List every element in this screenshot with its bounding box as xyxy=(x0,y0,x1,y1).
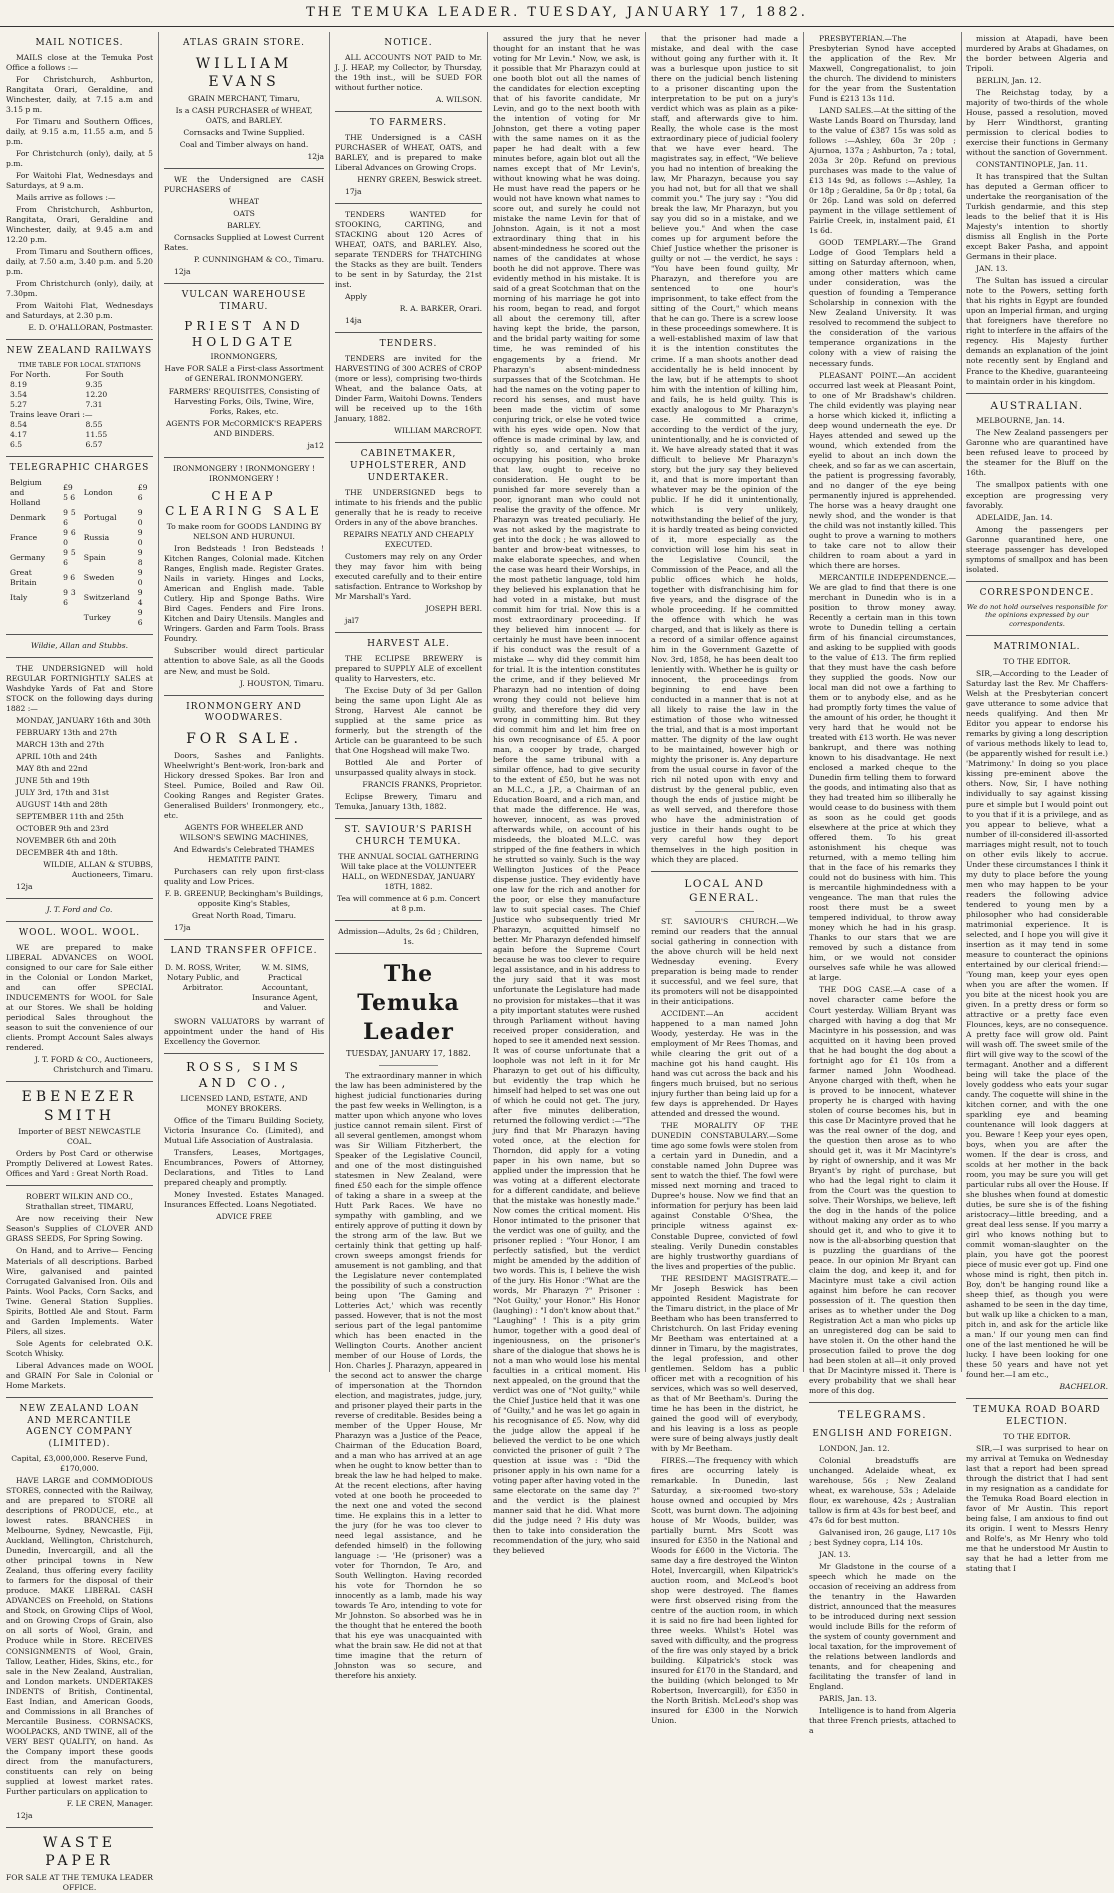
local-news-item: FIRES.—The frequency with which fires are occurring lately is remarkable. In Dunedin, last Saturday, a six-roomed two-story house owned and occupied by Mrs Scott, was burnt down. The adjoining house of Mr Woods, builder, was partially burnt. Mrs Scott was insured for £350 in the National and Woods for £600 in the Victoria. The same day a fire destroyed the Winton Hotel, Invercargill, when Kilpatrick's auction room, and McLeod's boot shop were destroyed. The flames were first observed rising from the centre of the auction room, in which it is said no fire had been lighted for three weeks. Whilst's Hotel was saved with difficulty, and the progress of the fire was only stayed by a brick building. Kilpatrick's stock was insured for £170 in the Standard, and the building (which belonged to Mr Robertson, Invercargill), for £350 in the North British. McLeod's shop was insured for £300 in the Norwich Union. xyxy=(651,1455,798,1726)
telegraph-row-cell: 9 0 xyxy=(137,567,143,587)
wool-sign: J. T. FORD & CO., Auctioneers, Christchurch and Timaru. xyxy=(34,1055,153,1075)
col7-body xyxy=(966,34,1108,387)
railways-title: NEW ZEALAND RAILWAYS xyxy=(6,346,153,357)
australian-body xyxy=(966,416,1108,574)
col4-text: assured the jury that he never thought for an instant that he was voting for Mr Levin." Now, we ask, is it possible that Mr Pharazyn could at one booth blot out all the names of the candidates for election excepting that of his favorite candidate, Mr Levin, and go to the next booth with the intention of voting for Mr Johnston, get there a voting paper with the same names on it as the paper he had dealt with a few minutes before, again blot out all the names except that of Mr Levin's, without knowing what he was doing. He must have read the papers or he would not have known what names to score out, and surely he could not mistake the name Levin for that of Johnston. Again, is it not a most extraordinary thing that in his absent-mindedness he scored out the names of the candidates at whose booth he did not approve. There was evidently method in his mistake. It is said of a great Scotchman that on the morning of his marriage he got into his room, began to read, and forgot all about the ceremony till, after having kept the bride, the parson, and the bridal party waiting for some time, he was reminded of his engagements by a friend. Mr Pharazyn's absent-mindedness surpasses that of the Scotchman. He had the names on the voting paper to record his senses, and must have been made the victim of some conjuring trick, or else he voted twice with his eyes wide open. Now that offence is made criminal by law, and rightly so, and certainly a man occupying his position, who broke that law, ought to receive no consideration. He ought to be punished far more severely than a poor, ignorant man who could not realise the gravity of the offence. Mr Pharazyn was treated peculiarly. He was not asked by the magistrate to get into the dock ; he was allowed to banter and brow-beat witnesses, to make elaborate speeches, and when the case was heard their Worships, in the most pathetic language, told him they believed his explanation that he had voted in a mistake, but must commit him for trial. Now this is a most extraordinary proceeding. If they believed him innocent — for certainly he must have been innocent if his conduct was the result of a mistake — why did they commit him for trial. It is the intention constitutes the crime, and if they believed Mr Pharazyn had no intention of doing wrong they could not believe him guilty, and therefore they did very wrong in committing him. But they did commit him and let him free on his own recognisance of £5. A poor man, a cooper by trade, charged before the same tribunal with a similar offence, had to give security to the extent of £50, but he was not an M.L.C., a J.P., a Chairman of an Education Board, and a rich man, and that made the difference. He was, however, innocent, as was proved afterwards while, on account of his misdeeds, the bloated M.L.C. was stripped of the fine feathers in which he strutted so vainly. Such is the way Wellington Justices of the Peace dispense justice. They evidently have one law for the rich and another for the poor, or else they manufacture law to suit special cases. The Chief Justice who subsequently tried Mr Pharazyn, acquitted himself no better. Mr Pharazyn defended himself again before the Supreme Court because he was too clever to require legal assistance, and in his address to the jury said that it was most unfortunate the Legislature had made no provision for mistakes—that it was a pity important statutes were rushed through Parliament without having received proper consideration, and hoped to see it amended next session. It was of course unfortunate that a loophole was not left in it for Mr Pharazyn to get out of his difficulty, but evidently the trap which he himself had helped to set was one out of which he could not get. The jury, after five minutes deliberation, returned the following verdict :—"The jury find that Mr Pharazyn having voted once, at the election for Thorndon, did apply for a voting paper in his own name, but so applied under the impression that he was voting at a different electorate for a different candidate, and believe that the mistake was honestly made." Now comes the critical moment. His Honor intimated to the prisoner that the verdict was one of guilty, and the prisoner replied : "Your Honor, I am perfectly satisfied, but the verdict might be amended by the addition of two words. This is, I believe the wish of the jury. His Honor :"What are the words, Mr Pharazyn ?" Prisoner : "Not Guilty,' your Honor." His Honor (laughing) : "I don't know about that." "Laughing" ! This is a pity grim humor, together with a good deal of ingeniousness, on the prisoner's share of the dialogue that shows he is not a man who would lose his mental faculties in a critical moment. His next appealed, on the ground that the verdict was one of "Not guilty," while the Chief Justice held that it was one of "Guilty," and he was let go again in his recognisance of £5. Now, why did the judge allow the appeal if he believed the verdict to be one which convicted the prisoner of guilt ? The question at issue was : "Did the prisoner apply in his own name for a voting paper after having voted in the same electorate on the same day ?" and the verdict is the plainest manner said that he did. What more did the judge need ? His duty was then to take into consideration the recommendation of the jury, who said they believed xyxy=(493,34,640,1556)
harvest-text2: The Excise Duty of 3d per Gallon being the same upon Light Ale as Strong, Harvest Ale cannot be supplied at the same price as formerly, but the strength of the Article can be guaranteed to be such that One Hogshead will make Two. xyxy=(335,685,482,755)
australian-item: Among the passengers per Garonne quarantined here, one steerage passenger has developed symptoms of smallpox and has been isolated. xyxy=(966,524,1108,574)
priest-text: Have FOR SALE a First-class Assortment of GENERAL IRONMONGERY. xyxy=(164,364,324,384)
saviour-adm: Admission—Adults, 2s 6d ; Children, 1s. xyxy=(338,926,479,946)
rail-row xyxy=(6,400,153,410)
cheap-text: Subscriber would direct particular attention to above Sale, as all the Goods are New, and must be Sold. xyxy=(164,646,324,676)
nzl-text: HAVE LARGE and COMMODIOUS STORES, connected with the Railway, and are prepared to STORE all descriptions of PRODUCE, etc., at lowest rates. BRANCHES in Melbourne, Sydney, Newcastle, Fiji, Auckland, Wellington, Christchurch, Dunedin, Invercargill, and all the other principal towns in New Zealand, thus offering every facility to farmers for the disposal of their produce. MAKE LIBERAL CASH ADVANCES on Freehold, on Stations and Stock, on Growing Clips of Wool, and on Growing Crops of Grain, also on all sorts of Wool, Grain, and Produce while in Store. RECEIVES CONSIGNMENTS of Wool, Grain, Tallow, Leather, Hides, Skins, etc., for sale in the New Zealand, Australian, and London markets. UNDERTAKES INDENTS of British, Continental, East Indian, and American Goods, and Commissions in all Branches of Mercantile Business. CORNSACKS, WOOLPACKS, AND TWINE, all of the VERY BEST QUALITY, on hand. As the Company import these goods direct from the manufacturers, constituents can rely on being supplied at lowest market rates. Further particulars on application to xyxy=(6,1476,153,1796)
matrimonial-title: MATRIMONIAL. xyxy=(993,642,1081,653)
column-2 xyxy=(164,32,324,1372)
telegraph-row-cell: Portugal xyxy=(83,512,117,522)
cunn-sign: P. CUNNINGHAM & CO., Timaru. xyxy=(193,255,324,265)
cunn-item: OATS xyxy=(233,208,255,218)
rail-row-cell: 11.55 xyxy=(85,429,108,439)
cheap-sign: J. HOUSTON, Timaru. xyxy=(239,678,324,688)
telegram-item: The Reichstag today, by a majority of two-thirds of the whole House, passed a resolution, moved by Herr Windthorst, granting permission to clerical bodies to exercise their functions in Germany without the sanction of Government. xyxy=(966,88,1108,158)
mail-notice-line: For Christchurch (only), daily, at 5 p.m. xyxy=(6,149,153,169)
wildie-sale-line: SEPTEMBER 11th and 25th xyxy=(16,812,124,822)
masthead: THE TEMUKA LEADER. TUESDAY, JANUARY 17, 1882. xyxy=(0,0,1114,27)
rail-row-cell: 7.31 xyxy=(85,399,103,409)
rail-north: For North. xyxy=(10,369,51,379)
harvest-text: THE ECLIPSE BREWERY is prepared to SUPPLY ALE of excellent quality to Harvesters, etc. xyxy=(335,653,482,683)
cunn-head: WE the Undersigned are CASH PURCHASERS of xyxy=(164,174,324,194)
evans-supply: Cornsacks and Twine Supplied. xyxy=(183,127,305,137)
telegraph-row xyxy=(6,478,153,508)
telegraph-row-cell: 9 6 xyxy=(137,607,143,627)
mail-notice-line: For Waitohi Flat, Wednesdays and Saturdays, at 9 a.m. xyxy=(6,171,153,191)
mail-notice-line: From Waitohi Flat, Wednesdays and Saturdays, at 2.30 p.m. xyxy=(6,301,153,321)
waste-title: WASTE PAPER xyxy=(43,1834,116,1870)
waste-text: FOR SALE AT THE TEMUKA LEADER OFFICE. xyxy=(6,1872,153,1892)
telegrams-body xyxy=(809,1444,956,1736)
telegram-item: JAN. 13. xyxy=(976,264,1008,274)
australian-title: AUSTRALIAN. xyxy=(990,399,1084,412)
matrimonial-text: SIR,—According to the Leader of Saturday last the Rev. Mr Chaffers-Welsh at the Presbyterian concert gave utterance to some advice that needs qualifying. And then Mr Editor you appear to endorse his remarks by giving a long description of various methods likely to lead to, (be apparently wished for result i.e.) 'Matrimony.' In doing so you place kissing pre-eminent above the others. Now, Sir, I have nothing individually to say against kissing pure et simple but I would point out to you that if it is a privilege, and as you appear to believe, what a number of ill-considered ill-assorted marriages might result, not to touch on other evils likely to accrue. Under these circumstances I think it my duty to place before the young men who may happen to be your readers the following advice tendered to young men by a philosopher who had considerable matrimonial experience. It is selected, and I hope you will give it insertion as it may tend in some measure to counteract the opinions entertained by our clerical friend:— 'Young man, keep your eyes open when you are after the women. If you bite at the nicest hook you are given. In a pretty dress or form so attractive or a pretty face even Flounces, keys, are no consequence. A pretty face will grow old. Paint will wash off. The sweet smile of the flirt will give way to the scowl of the termagant. Another and a different being will take the place of the lovely goddess who eats your sugar candy. The coquette will shine in the kitchen corner, and with the one sparkling eye and beaming countenance will look daggers at you. Beware ! Keep your eyes open, boys, when you are after the women. If the dear is cross, and scolds at her mother in the back room, you may be sure you will get particular rubs all over the House. If she blushes when found at domestic duties, be sure she is of the fishing aristocracy—little breeding, and a great deal less sense. If you marry a girl who knows nothing but to commit woman-slaughter on the plain, you have got the poorest piece of music ever got up. Find one whose mind is right, then pitch in. Boy, don't be hanging round like a sheep thief, as though you were ashamed to be seen in the day time, but walk up like a chicken to a man, pitch in, and ask for the article like a man.' If our young men can find one of the last mentioned he will be lucky. I have been looking for one these 50 years and have not yet found her.—I am etc., xyxy=(966,669,1108,1380)
tenders-ref: 14ja xyxy=(345,316,362,326)
mail-notice-line: Mails arrive as follows :— xyxy=(16,193,116,203)
correspondence-note: We do not hold ourselves responsible for the opinions expressed by our correspondents. xyxy=(966,602,1108,629)
notice-text: ALL ACCOUNTS NOT PAID to Mr. J. J. HEAP, my Collector, by Thursday, the 19th inst., will be SUED FOR without further notice. xyxy=(335,52,482,92)
local-news-item: ACCIDENT.—An accident happened to a man named John Woody, yesterday. He was in the employment of Mr Rees Thomas, and while clearing the grit out of a machine got his hand caught. His hand was cut across the back and his fingers much bruised, but no serious injury further than being laid up for a few days is apprehended. Dr Hayes attended and dressed the wound. xyxy=(651,1009,798,1119)
telegraph-row-cell: Spain xyxy=(83,552,106,562)
rail-row xyxy=(6,420,153,430)
telegraph-row-cell: 9 5 6 xyxy=(63,547,76,567)
telegraph-row-cell: 9 0 xyxy=(137,527,143,547)
telegrams-title: TELEGRAMS. xyxy=(837,1409,928,1422)
rail-row-cell: 3.54 xyxy=(10,389,27,399)
nzl-capital: Capital, £3,000,000. Reserve Fund, £170,000. xyxy=(11,1454,148,1474)
tenders2-sign: WILLIAM MARCROFT. xyxy=(394,426,482,436)
priest-req: FARMERS' REQUISITES, Consisting of Harvesting Forks, Oils, Twine, Wire, Forks, Rakes, etc. xyxy=(168,386,320,416)
cunn-item: BARLEY. xyxy=(227,220,261,230)
telegraph-row-cell: Germany xyxy=(10,552,46,562)
rail-south: For South xyxy=(85,369,124,379)
saviour-text: THE ANNUAL SOCIAL GATHERING Will take place at the VOLUNTEER HALL, on WEDNESDAY, JANUARY 18TH, 1882. xyxy=(338,851,479,891)
telegrams-sub: ENGLISH AND FOREIGN. xyxy=(812,1428,953,1439)
telegraph-row xyxy=(6,588,153,608)
farmers-title: TO FARMERS. xyxy=(369,117,448,128)
cheap-sub: To make room for GOODS LANDING BY NELSON AND HURUNUI. xyxy=(166,522,322,542)
telegraph-row-cell: Turkey xyxy=(83,612,111,622)
telegram-item: LONDON, Jan. 12. xyxy=(819,1443,890,1453)
harvest-title: HARVEST ALE. xyxy=(367,638,450,649)
greenup-addr: Great North Road, Timaru. xyxy=(191,910,297,920)
telegraph-row-cell: London xyxy=(83,487,113,497)
land-partners xyxy=(164,961,324,1015)
column-7 xyxy=(966,32,1108,1574)
priest-agents: AGENTS FOR McCORMICK'S REAPERS AND BINDERS. xyxy=(165,418,323,438)
telegram-item: Intelligence is to hand from Algeria that three French priests, attached to a xyxy=(809,1706,956,1736)
farmers-ref: 17ja xyxy=(345,186,362,196)
tenders2-title: TENDERS. xyxy=(379,339,438,350)
rail-row xyxy=(6,440,153,450)
tenders2-text: TENDERS are invited for the HARVESTING of 300 ACRES of CROP (more or less), comprising two-thirds Wheat, and the balance Oats, at Dinder Farm, Waitohi Downs. Tenders will be received up to the 16th January, 1882. xyxy=(335,353,482,424)
telegraph-row xyxy=(6,508,153,528)
telegram-item: BERLIN, Jan. 12. xyxy=(976,76,1042,86)
tenders-sign: R. A. BARKER, Orari. xyxy=(399,304,482,314)
wilkin-scotch: Sole Agents for celebrated O.K. Scotch Whisky. xyxy=(6,1338,153,1358)
rail-row-cell: 5.27 xyxy=(10,399,27,409)
rss-sub: LICENSED LAND, ESTATE, AND MONEY BROKERS. xyxy=(180,1093,308,1113)
telegraph-row-cell: Denmark xyxy=(10,512,46,522)
mail-sign: E. D. O'HALLORAN, Postmaster. xyxy=(28,323,153,333)
rss-money: Money Invested. Estates Managed. Insurances Effected. Loans Negotiated. xyxy=(164,1189,324,1209)
telegraph-row-cell: 9 6 xyxy=(63,572,76,582)
column-1 xyxy=(6,32,153,1892)
telegraph-row-cell: Switzerland xyxy=(83,592,130,602)
telegram-item: JAN. 13. xyxy=(819,1550,851,1559)
greenup-ref: 17ja xyxy=(174,923,191,932)
leader-date: TUESDAY, JANUARY 17, 1882. xyxy=(346,1049,471,1058)
telegraph-row-cell xyxy=(59,608,80,628)
vulcan-title: VULCAN WAREHOUSE TIMARU. xyxy=(181,290,307,312)
telegram-item: The Sultan has issued a circular note to the Powers, setting forth that his rights in Egypt are founded upon an Imperial firman, and urging that foreigners have therefore no right to interfere in the affairs of the regency. His Majesty further demands an explanation of the joint note recently sent by England and France to the Khedive, guaranteeing to maintain order in his kingdom. xyxy=(966,276,1108,386)
railway-table xyxy=(6,370,153,450)
agents-purch: Purchasers can rely upon first-class quality and Low Prices. xyxy=(164,866,324,886)
rail-row-cell: 12.20 xyxy=(85,389,108,399)
wilkin-list: On Hand, and to Arrive— Fencing Materials of all descriptions. Barbed Wire, galvanised and painted Corrugated Galvanised Iron. Oils and Paints. Wool Packs, Corn Sacks, and Twine. General Station Supplies. Spirits, Bottled Ale and Stout. Farm and Garden Implements. Water Pilers, all sizes. xyxy=(6,1246,153,1336)
telegraph-table xyxy=(6,478,153,628)
greenup-sign: F. B. GREENUP, Beckingham's Buildings, opposite King's Stables, xyxy=(164,888,324,908)
leader-text: The extraordinary manner in which the law has been administered by the highest judicial functionaries during the past few weeks in Wellington, is a matter upon which anyone who loves justice cannot remain silent. First of all several gentlemen, amongst whom was Sir William Fitzherbert, the Speaker of the Legislative Council, and one of the most distinguished statesmen in New Zealand, were fined £50 each for the simple offence of taking a share in a sweep at the Hutt Park Races. We have no sympathy with gambling, and we entirely approve of putting it down by the strong arm of the law. But we certainly think that getting up half-crown sweeps amongst friends for amusement is not gambling, and that the Legislature never contemplated the possibility of such a construction being upon 'The Gaming and Lotteries Act,' which was recently passed. However, that is not the most serious part of the legal pantomime which has been enacted in the Wellington Courts. Another ancient member of our House of Lords, the Hon. Charles J. Pharazyn, appeared in the second act to answer the charge of impersonation at the Thorndon election, and magistrates, judge, jury, and prisoner played their parts in the reverse of creditable. Besides being a member of the Upper House, Mr Pharazyn was a Justice of the Peace, Chairman of the Education Board, and a man who has arrived at an age when he ought to know better than to break the law he had helped to make. At the recent elections, after having voted at one booth he proceeded to the next one and voted the second time. He explains this in a letter to the jury (for he was too clever to need legal assistance, and he defended himself) in the following language :— 'He (prisoner) was a voter for Thorndon, Te Aro, and South Wellington. Having recorded his vote for Thorndon he so innocently as a lamb, made his way towards Te Aro, intending to vote for Mr Johnston. So absorbed was he in the thought that he entered the booth that his eye was unacquainted with what the brain saw. He did not at that time imagine that the return of Johnston was so secure, and therefore his anxiety. xyxy=(335,1070,482,1681)
priest-name: PRIEST AND HOLDGATE xyxy=(184,318,304,349)
mail-notices-title: MAIL NOTICES. xyxy=(35,38,124,48)
evans-name: WILLIAM EVANS xyxy=(195,55,293,91)
telegraph-row-cell: £9 6 xyxy=(137,482,148,502)
telegram-item: Mr Gladstone in the course of a speech which he made on the occasion of receiving an address from the tenantry in the Hawarden district, announced that the measures to be introduced during next session would include Bills for the reform of the system of county government and local taxation, for the improvement of the relations between landlords and tenants, and for cheapening and facilitating the transfer of land in England. xyxy=(809,1562,956,1692)
wildie-sign: WILDIE, ALLAN & STUBBS, Auctioneers, Timaru. xyxy=(43,860,153,880)
australian-item: ADELAIDE, Jan. 14. xyxy=(976,512,1053,522)
cab-repairs: REPAIRS NEATLY AND CHEAPLY EXECUTED. xyxy=(343,529,474,549)
board-text: SIR,—I was surprised to hear on my arrival at Temuka on Wednesday last that a report had been spread through the district that I had sent in my resignation as a candidate for the Temuka Road Board election in favor of Mr Austin. This report being false, I am anxious to find out its origin. I went to Messrs Henry and Rolfe's, as Mr Henry who told me that he understood Mr Austin to say that he had a letter from me stating that I xyxy=(966,1444,1108,1574)
priest-ref: ja12 xyxy=(307,440,324,450)
board-to: TO THE EDITOR. xyxy=(1003,1432,1071,1442)
matrimonial-sign: BACHELOR. xyxy=(1059,1382,1108,1392)
mail-notice-line: From Christchurch, Ashburton, Rangitata, Orari, Geraldine and Winchester, daily, at 9.45 a.m and 12.20 p.m. xyxy=(6,205,153,245)
telegraph-row-cell: Italy xyxy=(10,592,28,602)
cab-text: THE UNDERSIGNED begs to intimate to his friends and the public generally that he is ready to receive Orders in any of the above branches. xyxy=(335,487,482,527)
rail-row-cell: 6.57 xyxy=(85,439,103,449)
telegraph-row-cell: Russia xyxy=(83,532,110,542)
nzl-title: NEW ZEALAND LOAN AND MERCANTILE AGENCY COMPANY (LIMITED). xyxy=(19,1403,140,1450)
mail-notice-line: MAILS close at the Temuka Post Office a follows :— xyxy=(6,52,153,72)
wildie-sale-line: MONDAY, JANUARY 16th and 30th xyxy=(16,716,151,726)
tenders-apply: Apply xyxy=(345,292,367,302)
news-item: GOOD TEMPLARY.—The Grand Lodge of Good Templars held a sitting on Saturday afternoon, when, among other matters which came under consideration, was the question of founding a Temperance Scholarship in connexion with the New Zealand University. It was resolved to recommend the subject to the consideration of the various temperance organizations in the colony with a view of raising the necessary funds. xyxy=(809,238,956,368)
rss-trans: Transfers, Leases, Mortgages, Encumbrances, Powers of Attorney, Declarations, and Titles to Land prepared cheaply and promptly. xyxy=(164,1147,324,1187)
rail-row-cell: 8.19 xyxy=(10,379,27,389)
col5-text: that the prisoner had made a mistake, and deal with the case without going any further with it. It was a burlesque upon justice to sit there on the judicial bench listening to a prisoner discanting upon the interpretation to be put on a jury's verdict which was as plain as a pike-staff, and afterwards give to him. Really, the whole case is the most extraordinary piece of judicial foolery that we have ever heard. The magistrates say, in effect, "We believe you had no intention of breaking the law, Mr Pharazyn, because you say you had not, but for all that we shall commit you." The jury say : "You did break the law, Mr Pharazyn, but you say you did so in a mistake, and we believe you." And when the case comes up for argument before the Chief Justice whether the prisoner is guilty or not — the verdict, he says : "You have been found guilty, Mr Pharazyn, and therefore you are sentenced to one hour's imprisonment, to take effect from the sitting of the Court," which means that he can go. There is a screw loose in these proceedings somewhere. It is a well-established maxim of law that it is the intention constitutes the crime. If a man shoots another dead accidentally he is held innocent by the law, but if he attempts to shoot him with the intention of killing him, and fails, he is held guilty. This is exactly analogous to Mr Pharazyn's case. He committed a crime, according to the verdict of the jury, unintentionally, and he is convicted of it. We have already stated that it was difficult to believe Mr Pharazyn's story, but the jury say they believed it, and that is more important than whatever may be the opinion of the public. If he did it unintentionally, which is very unlikely, notwithstanding the belief of the jury, it is hardly treated as being convicted of it, more especially as the conviction will lose him his seat in the Legislative Council, the Commission of the Peace, and all the public offices which he holds, together with disfranchising him for five years, and the disgrace of the whole proceeding. If he committed the offence with which he was charged, and that is likely as there is a record of a similar offence against him in the Government Gazette of Nov. 3rd, 1858, he has been dealt too leniently with. Whether he is guilty or innocent, the proceedings from beginning to end have been conducted in a manner that is not at all likely to raise the law in the estimation of those who witnessed the trial, and that is a most important matter. The dignity of the law ought to be maintained, however high or mighty the prisoner is. Any departure from the usual course in favor of the rich nil noted upon with envy and distrust by the general public, even though the ends of justice might be as well served, and therefore those who have the administration of justice in their hands ought to be very careful how they deport themselves in the high position in which they are placed. xyxy=(651,34,798,865)
mail-notices-body xyxy=(6,53,153,321)
harvest-addr: Eclipse Brewery, Timaru and Temuka, January 13th, 1882. xyxy=(335,792,482,812)
telegraph-row-cell: 9 3 6 xyxy=(63,587,76,607)
telegraph-row-cell: 9 6 0 xyxy=(63,527,76,547)
iron-title: IRONMONGERY ! IRONMONGERY ! IRONMONGERY ! xyxy=(172,463,316,483)
forsale-text: Doors, Sashes and Fanlights. Wheelwright's Bent-work, Iron-bark and Hickory dressed Spokes. Bar Iron and Steel. Pumice, Boiled and Raw Oil. Cooking Ranges and Register Grates. Generalised Builders' Ironmongery, etc., etc. xyxy=(164,750,324,820)
rail-row xyxy=(6,390,153,400)
atlas-title: ATLAS GRAIN STORE. xyxy=(182,38,306,48)
telegraph-row-cell: £9 5 6 xyxy=(63,482,76,502)
land-title: LAND TRANSFER OFFICE. xyxy=(170,946,318,957)
telegraph-row-cell xyxy=(6,608,59,628)
evans-coal: Coal and Timber always on hand. xyxy=(179,139,309,149)
wilkin-text: Are now receiving their New Season's Supplies of CLOVER AND GRASS SEEDS, For Spring Sowing. xyxy=(6,1214,153,1244)
wildie-heading: Wildie, Allan and Stubbs. xyxy=(30,640,129,650)
rail-leave: Trains leave Orari :— xyxy=(10,409,93,419)
local-news-item: THE MORALITY OF THE DUNEDIN CONSTABULARY.—Some time ago some fowls were stolen from a certain yard in Dunedin, and a constable named John Dupree was sent to watch the thief. The fowl were missed next morning and traced to Dupree's house. Now we find that an information for perjury has been laid against Constable O'Shea, the principle witness against ex-Constable Dupree, convicted of fowl stealing. Verily Dunedin constables are highly trustworthy guardians of the lives and properties of the public. xyxy=(651,1121,798,1271)
cunn-ref: 12ja xyxy=(174,267,191,277)
cheap-title: CHEAP CLEARING SALE xyxy=(165,488,323,519)
local-body xyxy=(651,917,798,1726)
rail-row-cell: 8.54 xyxy=(10,419,27,429)
wool-title: WOOL. WOOL. WOOL. xyxy=(18,928,141,939)
telegraph-row xyxy=(6,548,153,568)
telegraph-row xyxy=(6,608,153,628)
rail-row-cell: 8.55 xyxy=(85,419,103,429)
cunn-text: Cornsacks Supplied at Lowest Current Rates. xyxy=(164,232,324,252)
col6-body xyxy=(809,34,956,1396)
correspondence-title: CORRESPONDENCE. xyxy=(979,587,1095,598)
local-news-item: ST. SAVIOUR'S CHURCH.—We remind our readers that the annual social gathering in connection with the above church will be held next Wednesday evening. Every preparation is being made to render it successful, and we feel sure, that its promoters will not be disappointed in their anticipations. xyxy=(651,917,798,1007)
smith-name: EBENEZER SMITH xyxy=(21,1089,138,1124)
harvest-text3: Bottled Ale and Porter of unsurpassed quality always in stock. xyxy=(335,757,482,777)
forsale-title: FOR SALE. xyxy=(186,731,302,748)
news-item: PLEASANT POINT.—An accident occurred last week at Pleasant Point, to one of Mr Bradshaw's children. The child evidently was playing near a horse which kicked it, inflicting a deep wound underneath the eye. Dr Hayes attended and sewed up the wound, which extended from the eyelid to about an inch down the cheek, and so far as we can ascertain, the patient is progressing favorably, and no danger of the eye being permanently injured is apprehended. The horse was a heavy draught one newly shod, and the wonder is that the child was not instantly killed. This ought to prove a warning to mothers to take care not to allow their children to roam about a yard in which there are horses. xyxy=(809,370,956,570)
news-item: THE DOG CASE.—A case of a novel character came before the Court yesterday. William Bryant was charged with having a dog that Mr Macintyre in his possession, and was acquitted on it having been proved that he had bought the dog about a fortnight ago for £1 10s from a farmer named John Woodhead. Anyone charged with theft, when he is proved to be innocent, whatever property he is charged with having stolen of course becomes his, but in this case Dr Macintyre proved that he was the real owner of the dog, and the question then arose as to who should get it, was it Mr Macintyre's by right of ownership, and it was Mr Bryant's by right of purchase, but who had the legal right to claim it from the Court was the question to solve. Their Worships, we believe, left the dog in the hands of the police without making any order as to who should get it, and who to give it to now is the all-absorbing question that is puzzling the guardians of the peace. In our opinion Mr Bryant can claim the dog, and keep it, and for Macintyre must take a civil action against him before he can recover possession of it. The question then arises as to whether under the Dog Registration Act a man who picks up an unregistered dog can be said to have stolen it. On the other hand the prosecution failed to prove the dog had been stolen at all—it only proved that Dr Macintyre missed it. There is every probability that we shall hear more of this dog. xyxy=(809,985,956,1396)
rail-row xyxy=(6,430,153,440)
evans-sub: GRAIN MERCHANT, Timaru, xyxy=(188,93,300,103)
australian-item: The smallpox patients with one exception are progressing very favorably. xyxy=(966,480,1108,510)
telegraph-title: TELEGRAPHIC CHARGES xyxy=(9,462,150,473)
ross-right: W. M. SIMS, Practical Accountant, Insurance Agent, and Valuer. xyxy=(251,962,319,1012)
telegraph-row xyxy=(6,528,153,548)
telegraph-row-cell: 9 8 xyxy=(137,547,143,567)
cab-title: CABINETMAKER, UPHOLSTERER, AND UNDERTAKER. xyxy=(349,449,468,483)
telegraph-row-cell: Great Britain xyxy=(10,567,37,587)
telegraph-row-cell: Sweden xyxy=(83,572,115,582)
telegram-item: mission at Atapadi, have been murdered by Arabs at Ghadames, on the border between Algeria and Tripoli. xyxy=(966,34,1108,74)
rss-name: ROSS, SIMS AND CO., xyxy=(186,1060,302,1090)
telegram-item: CONSTANTINOPLE, Jan. 11. xyxy=(976,160,1088,170)
harvest-sign: FRANCIS FRANKS, Proprietor. xyxy=(362,779,482,789)
farmers-text: THE Undersigned is a CASH PURCHASER of WHEAT, OATS, and BARLEY, and is prepared to make Liberal Advances on Growing Crops. xyxy=(335,132,482,172)
agents-title: AGENTS FOR WHEELER AND WILSON'S SEWING MACHINES, xyxy=(179,822,309,842)
telegraph-row-cell: 9 0 xyxy=(137,507,143,527)
rss-text: Office of the Timaru Building Society, Victoria Insurance Co. (Limited), and Mutual Life Association of Australasia. xyxy=(164,1115,324,1145)
woodware-title: IRONMONGERY AND WOODWARES. xyxy=(186,701,302,724)
cab-text2: Customers may rely on any Order they may favor him with being executed carefully and to their entire satisfaction. Entrance to Workshop by Mr Marshall's Yard. xyxy=(335,551,482,601)
cheap-list: Iron Bedsteads ! Iron Bedsteads ! Kitchen Ranges, Colonial made. Kitchen Ranges, English made. Register Grates. Nails in variety. Hinges and Locks, American and English made. Table Cutlery. Hip and Sponge Baths. Wire Bird Cages. Fenders and Fire Irons. Kitchen and Dairy Utensils. Mangles and Wringers. Garden and Farm Tools. Brass Foundry. xyxy=(164,544,324,644)
telegraph-row-cell: 9 5 6 xyxy=(63,507,76,527)
railways-sub: TIME TABLE FOR LOCAL STATIONS xyxy=(18,361,141,370)
telegraph-row-cell: 9 4 xyxy=(137,587,143,607)
wildie-sale-line: NOVEMBER 6th and 20th xyxy=(16,836,117,846)
leader-title: The Temuka Leader xyxy=(357,960,460,1045)
telegram-item: Colonial breadstuffs are unchanged. Adelaide wheat, ex warehouse, 56s ; New Zealand wheat, ex warehouse, 53s ; Adelaide flour, ex warehouse, 42s ; Australian tallow is firm at 43s for best beef, and 47s 6d for best mutton. xyxy=(809,1455,956,1525)
rail-row-cell: 9.35 xyxy=(85,379,103,389)
wildie-sale-line: JULY 3rd, 17th and 31st xyxy=(16,788,109,798)
smith-sub: Importer of BEST NEWCASTLE COAL. xyxy=(18,1127,141,1147)
wildie-body xyxy=(6,664,153,858)
notice-sign: A. WILSON. xyxy=(435,94,482,104)
wildie-ref: 12ja xyxy=(16,882,33,892)
local-news-item: THE RESIDENT MAGISTRATE.—Mr Joseph Beswick has been appointed Resident Magistrate for the Timaru district, in the place of Mr Beetham who has been transferred to Christchurch. On last Friday evening Mr Beetham was entertained at a dinner in Timaru, by the magistrates, the legal profession, and other gentlemen. Seldom has a public officer met with a recognition of his services, which was so well deserved, as that of Mr Beetham's. During the time he has been in the district, he gained the good will of everybody, and his leaving is a loss as people were sure of being always justly dealt with by Mr Beetham. xyxy=(651,1273,798,1453)
matrimonial-to: TO THE EDITOR. xyxy=(1003,657,1071,667)
telegraph-row xyxy=(6,568,153,588)
rail-row-cell: 6.5 xyxy=(10,439,23,449)
wildie-sale-line: JUNE 5th and 19th xyxy=(16,776,90,786)
saviour-title: ST. SAVIOUR'S PARISH CHURCH TEMUKA. xyxy=(344,825,473,847)
wildie-sale-line: DECEMBER 4th and 18th. xyxy=(16,848,118,858)
column-6 xyxy=(809,32,956,1736)
column-3 xyxy=(335,32,482,1681)
mail-notice-line: For Christchurch, Ashburton, Rangitata Orari, Geraldine, and Winchester, daily, at 7.15 a.m and 3.15 p m. xyxy=(6,74,153,114)
column-5 xyxy=(651,32,798,1726)
telegram-item: It has transpired that the Sultan has deputed a German officer to undertake the reorganisation of the Turkish gendarmie, and this step leads to the belief that it is His Majesty's intention to shortly dismiss all English in the Porte except Baker Pasha, and appoint Germans in their place. xyxy=(966,172,1108,262)
rss-free: ADVICE FREE xyxy=(216,1211,272,1221)
saviour-tea: Tea will commence at 6 p.m. Concert at 8 p.m. xyxy=(336,893,481,913)
wilkin-adv: Liberal Advances made on WOOL and GRAIN For Sale in Colonial or Home Markets. xyxy=(6,1360,153,1390)
cunn-items xyxy=(164,197,324,231)
wildie-sale-line: AUGUST 14th and 28th xyxy=(16,800,108,810)
mail-notice-line: From Christchurch (only), daily, at 7.30pm. xyxy=(6,279,153,299)
telegram-item: Galvanised iron, 26 gauge, L17 10s ; best Sydney copra, L14 10s. xyxy=(809,1527,956,1547)
telegraph-row-cell: France xyxy=(10,532,38,542)
priest-sub: IRONMONGERS, xyxy=(210,352,278,362)
nzl-sign: F. LE CREN, Manager. xyxy=(66,1798,153,1808)
notice-title: NOTICE. xyxy=(384,38,433,48)
nzl-ref: 12ja xyxy=(16,1810,33,1820)
australian-item: The New Zealand passengers per Garonne who are quarantined have been refused leave to proceed by the steamer for the Bluff on the 16th. xyxy=(966,428,1108,478)
wildie-sale-line: OCTOBER 9th and 23rd xyxy=(16,824,109,834)
farmers-sign: HENRY GREEN, Beswick street. xyxy=(357,174,482,184)
wildie-sale-line: FEBRUARY 13th and 27th xyxy=(16,728,117,738)
telegraph-row-cell: Belgium and Holland xyxy=(10,477,42,507)
evans-ref: 12ja xyxy=(307,151,324,161)
wildie-sale-line: MARCH 13th and 27th xyxy=(16,740,105,750)
cab-ref: jal7 xyxy=(345,615,360,625)
tenders-text: TENDERS WANTED for STOOKING, CARTING, and STACKING about 120 Acres of WHEAT, OATS, and BARLEY. Also, separate TENDERS for THATCHING the Stacks as they are built. Tenders to be sent in by Saturday, the 21st inst. xyxy=(335,209,482,290)
mail-notice-line: From Timaru and Southern offices, daily, at 7.50 a.m, 3.40 p.m. and 5.20 p.m. xyxy=(6,247,153,277)
wool-text: WE are prepared to make LIBERAL ADVANCES on WOOL consigned to our care for Sale either in the Colonial or London Market, and can offer SPECIAL INDUCEMENTS for WOOL for Sale at our Stores. We shall be holding periodical Sales throughout the season to suit the convenience of our clients. Prompt Account Sales always rendered. xyxy=(6,943,153,1053)
rail-row-cell: 4.17 xyxy=(10,429,27,439)
evans-text: Is a CASH PURCHASER of WHEAT, OATS, and BARLEY. xyxy=(175,105,313,125)
wildie-sale-line: MAY 8th and 22nd xyxy=(16,764,88,774)
news-item: LAND SALES.—At the sitting of the Waste Lands Board on Thursday, land to the value of £387 15s was sold as follows :—Ashley, 60a 3r 20p ; Ajurnoa, 137a ; Ashburton, 7a ; total, 203a 3r 20p. Refund on previous purchases was made to the value of £13 14s 9d, as follows :—Ashley, 1a 0r 18p ; Geraldine, 5a 0r 8p ; total, 6a 0r 26p. Land was sold on deferred payment in the village settlement of Fairlie Creek, in, instalment paid, £1 1s 6d. xyxy=(809,106,956,236)
news-item: PRESBYTERIAN.—The Presbyterian Synod have accepted the application of the Rev. Mr Maxwell, Congregationalist, to join the church. The dividend to ministers for the year from the Sustentation Fund is £213 13s 11d. xyxy=(809,34,956,104)
agents-text: And Edwards's Celebrated THAMES HEMATITE PAINT. xyxy=(173,844,315,864)
australian-item: MELBOURNE, Jan. 14. xyxy=(976,416,1065,426)
ross-text: SWORN VALUATORS by warrant of appointment under the hand of His Excellency the Governor. xyxy=(164,1016,324,1046)
news-item: MERCANTILE INDEPENDENCE.—We are glad to find that there is one merchant in Dunedin who is in a position to throw money away. Recently a certain man in this town wrote to Dunedin telling a certain firm of his financial circumstances, and asking to be supplied with goods to the value of £13. The firm replied that they must have the cash before they supplied the goods. Now our local man did not owe a farthing to them or to anybody else, and as he had promptly forty times the value of the amount of his order, he thought it very hard that he would not be treated with £13 worth. He was never bankrupt, and there was nothing known to his disadvantage. He next enclosed a marked cheque to the Dunedin firm telling them to forward the goods, and intimating also that as they had treated him so illiberally he would cease to do business with them as soon as he could get goods elsewhere at the price at which they offered them. To his great astonishment his cheque was returned, with a memo telling him that in the face of his remarks they could not do business with him. This is mercantile highmindedness with a vengeance. The man that rules the roost there must be a sweet tempered individual, to throw away money which he had in his grasp. Thanks to our stars that we are removed by such a distance from him, or we would not consider ourselves safe while he was allowed at large. xyxy=(809,572,956,983)
board-title: TEMUKA ROAD BOARD ELECTION. xyxy=(973,1405,1101,1428)
cunn-item: WHEAT xyxy=(228,196,260,206)
local-title: LOCAL AND GENERAL. xyxy=(684,878,765,905)
rail-row xyxy=(6,380,153,390)
wilkin-name: ROBERT WILKIN AND CO., Strathallan street, TIMARU, xyxy=(25,1192,134,1212)
ross-left: D. M. ROSS, Writer, Notary Public, and Arbitrator. xyxy=(164,962,242,992)
wildie-sale-line: APRIL 10th and 24th xyxy=(16,752,98,762)
mail-notice-line: For Timaru and Southern Offices, daily, at 9.15 a.m, 11.55 a.m, and 5 p.m. xyxy=(6,116,153,146)
ford-heading: J. T. Ford and Co. xyxy=(46,905,113,915)
wildie-sale-line: THE UNDERSIGNED will hold REGULAR FORTNIGHTLY SALES at Washdyke Yards of Fat and Store STOCK on the following days during 1882 :— xyxy=(6,663,153,714)
column-4 xyxy=(493,32,640,1556)
telegram-item: PARIS, Jan. 13. xyxy=(819,1694,877,1704)
cab-sign: JOSEPH BERI. xyxy=(425,603,482,613)
smith-text: Orders by Post Card or otherwise Promptly Delivered at Lowest Rates. Offices and Yard : Great North Road. xyxy=(6,1149,153,1179)
